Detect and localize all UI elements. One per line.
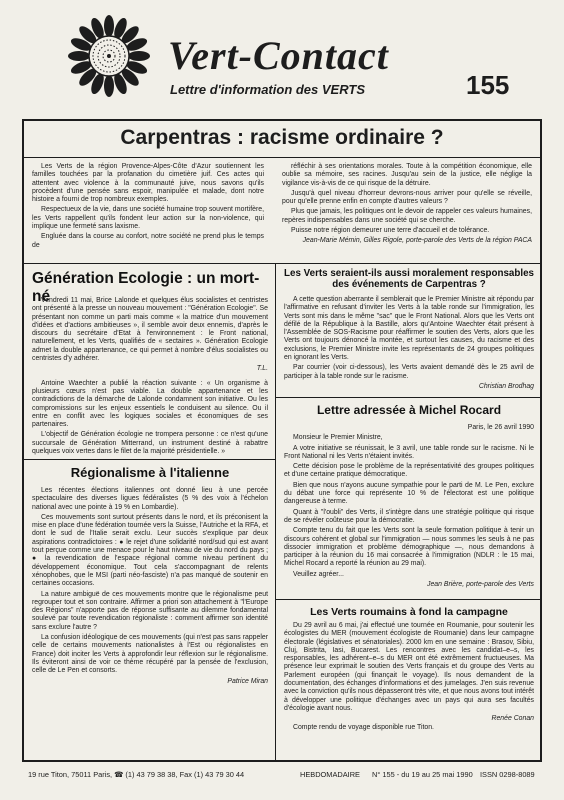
paragraph: Cette décision pose le problème de la représentativité des groupes politiques et d'une certaine pratique démocratique.: [284, 463, 534, 479]
divider: [22, 263, 542, 264]
paragraph: Compte tenu du fait que les Verts sont la seule formation politique à tenir un discours cohérent et global sur l'immigration — nous sommes les seuls à ne pas dissocier immigration et problème démographique —, nous demandons à participer à la réunion du 16 mai consacrée à l'immigration (NDLR : le 15 mai, Michel Rocard a reporté la réunion au 29 mai).: [284, 527, 534, 568]
masthead-title: Vert-Contact: [168, 33, 389, 78]
paragraph: Respectueux de la vie, dans une société humaine trop souvent mortifère, les Verts rappellent qu'ils fondent leur action sur la non-violence, qui implique une fermeté sans laxisme.: [32, 206, 264, 231]
divider: [22, 157, 542, 158]
verts-roumains-title: Les Verts roumains à fond la campagne: [310, 606, 508, 618]
divider: [275, 599, 542, 600]
footer-frequency: HEBDOMADAIRE: [300, 770, 360, 779]
paragraph: Compte rendu de voyage disponible rue Titon.: [293, 723, 434, 731]
signature: Christian Brodhag: [478, 382, 534, 390]
article-verts-roumains: [284, 622, 534, 759]
regionalisme-title: Régionalisme à l'italienne: [70, 465, 230, 480]
paragraph: Puisse notre région demeurer une terre d'accueil et de tolérance.: [291, 227, 490, 235]
paragraph: Les récentes élections italiennes ont donné lieu à une percée spectaculaire des diverses ligues fédéralistes (5 % des voix à l'échelon national avec une pointe à 19 % en Lombardie).: [32, 487, 268, 511]
paragraph: Quant à "l'oubli" des Verts, il s'intègre dans une stratégie politique qui risque de se révéler coûteuse pour la démocratie.: [284, 508, 534, 524]
paragraph: La confusion idéologique de ces mouvements (qui n'est pas sans rappeler celle de certains mouvements nationalistes à l'Est ou régionalistes en France) doit inciter les Verts à approfondir leur réflexion sur le régionalisme. Ils éviteront ainsi de voir ce thème récupéré par la pensée de l'exclusion, celle de Le Pen et consorts.: [32, 634, 268, 675]
column-divider: [275, 263, 276, 762]
article-responsables: [284, 296, 534, 394]
paragraph: réfléchir à ses orientations morales. Toute à la compétition économique, elle oublie sa mémoire, ses racines. Jusqu'au sein de la justice, elle néglige la vigilance vis-à-vis de ce qui risque de la détruire.: [282, 163, 532, 187]
issue-number: 155: [466, 70, 510, 100]
signature: Jean-Marie Mémin, Gilles Rigole, porte-parole des Verts de la région PACA: [302, 237, 532, 245]
paragraph: Plus que jamais, les politiques ont le devoir de rappeler ces valeurs humaines, repères indispensables dans une société qui se cherche.: [282, 208, 532, 224]
lettre-rocard-title: Lettre adressée à Michel Rocard: [316, 403, 502, 417]
article-carpentras-right: [282, 163, 532, 261]
letter-salutation: Monsieur le Premier Ministre,: [293, 434, 383, 442]
letter-date: Paris, le 26 avril 1990: [467, 424, 534, 431]
paragraph: Bien que nous n'ayons aucune sympathie pour le parti de M. Le Pen, exclure du débat une force qui représente 10 % de l'électorat est une politique dangereuse à terme.: [284, 481, 534, 506]
signature: T.L.: [256, 365, 268, 373]
paragraph: Vendredi 11 mai, Brice Lalonde et quelques élus socialistes et centristes ont présenté à la presse un nouveau mouvement : "Génération Ecologie". Se présentant non comme un parti mais comme « la matrice d'un mouvement d'idées et d'actions ambitieuses », il semble avoir deux ennemis, d'après le discours du secrétaire d'Etat à l'environnement : le Front national, naturellement, et les Verts, qualifiés de « sectaires ». Génération Ecologie admet la double appartenance, ce qui permet à nombre d'élus socialistes ou centristes d'y adhérer.: [32, 297, 268, 363]
paragraph: La nature ambiguë de ces mouvements montre que le régionalisme peut regrouper tout et son contraire. Affirmer a priori son attachement à "l'Europe des Régions" n'apporte pas de réponse suffisante au dilemme fondamental soulevé par toute revendication régionaliste : comment affirmer son identité sans exclure l'autre ?: [32, 590, 268, 631]
article-generation-ecologie: [32, 297, 268, 455]
paragraph: Du 29 avril au 6 mai, j'ai effectué une tournée en Roumanie, pour soutenir les écologistes du MER (mouvement écologiste de Roumanie) dans leur campagne électorale (législatives et sénatoriales). 2000 km en une semaine : Brasov, Sibiu, Cluj, Bistrita, Iasi, Bucarest. Les rencontres avec les candidat–e–s, les responsables, les adhérent–e–s du MER ont été extrêmement fructueuses. Ma présence leur exprimait le soutien des Verts français et du groupe des Verts au Parlement européen (qui finançait le voyage). Ils nous demandent de la documentation, des échanges d'informations et des jumelages. J'en suis revenue avec la conviction qu'ils nous dépasseront très vite, et que nous avons tout intérêt à développer une politique d'échanges avec un pays qui aura ses facultés d'écologie avant nous.: [284, 622, 534, 712]
footer-address: 19 rue Titon, 75011 Paris, ☎ (1) 43 79 38 38, Fax (1) 43 79 30 44: [28, 770, 245, 779]
signature: Renée Conan: [491, 715, 534, 723]
footer-issue-dates: N° 155 - du 19 au 25 mai 1990: [372, 770, 473, 779]
page-headline: Carpentras : racisme ordinaire ?: [120, 126, 444, 149]
sunflower-logo-icon: [60, 14, 158, 98]
paragraph: Veuillez agréer...: [293, 570, 344, 578]
article-lettre-rocard: [284, 424, 534, 589]
signature: Jean Brière, porte-parole des Verts: [427, 581, 534, 589]
generation-ecologie-title: Génération Ecologie : un mort-né: [32, 270, 260, 305]
paragraph: L'objectif de Génération écologie ne trompera personne : ce n'est qu'une succursale de Génération Mitterrand, un instrument destiné à rabattre quelques voix vertes dans le filet de la majorité présidentielle. »: [32, 431, 268, 456]
paragraph: A votre initiative se réunissait, le 3 avril, une table ronde sur le racisme. Ni le Front National ni les Verts n'étaient invités.: [284, 444, 534, 460]
article-regionalisme: [32, 487, 268, 759]
responsables-title: Les Verts seraient-ils aussi moralement responsables des événements de Carpentras ?: [284, 268, 534, 291]
paragraph: Antoine Waechter a publié la réaction suivante : « Un organisme à plusieurs cœurs n'est pas viable. La double appartenance et les contradictions de la démarche de Lalonde condamnent son initiative. Ou les compromissions sur les enjeux essentiels le conduisent au silence. Ou il entre en conflit avec les logiques sociales et économiques de ses partenaires.: [32, 379, 268, 429]
paragraph: Jusqu'à quel niveau d'horreur devrons-nous arriver pour qu'elle se réveille, pour qu'elle prenne enfin en compte d'autres valeurs ?: [282, 189, 532, 206]
paragraph: Engluée dans la course au confort, notre société ne prend plus le temps de: [32, 233, 264, 249]
divider: [22, 459, 275, 460]
signature: Patrice Miran: [227, 677, 268, 685]
masthead-subtitle: Lettre d'information des VERTS: [170, 82, 365, 97]
footer-issn: ISSN 0298-8089: [480, 770, 535, 779]
divider: [275, 397, 542, 398]
paragraph: A cette question aberrante il semblerait que le Premier Ministre ait répondu par l'affirmative en refusant d'inviter les Verts à la table ronde sur l'immigration, les Verts sont mis dans le même "sac" que le Front National. Alors que les Verts ont défilé de la République à la Bastille, alors qu'Antoine Waechter était présent à l'Assemblée de SOS-Racisme pour réaffirmer le soutien des Verts, alors que les Verts ont toujours dénoncé la montée, et surtout les causes, du racisme et des exclusions, le Premier Ministre invite les représentants de 24 groupes politiques en ignorant les Verts.: [284, 296, 534, 362]
paragraph: Les Verts de la région Provence-Alpes-Côte d'Azur soutiennent les familles touchées par la profanation du cimetière juif. Ces actes qui attentent avec violence à la communauté juive, nous savons qu'ils procèdent d'une pensée sans espoir, manipulée et malade, dont notre histoire a fourni de trop nombreux exemples.: [32, 163, 264, 204]
article-carpentras-left: [32, 163, 264, 255]
paragraph: Ces mouvements sont surtout présents dans le nord, et ils préconisent la mise en place d'une fédération tournée vers la Suisse, l'Autriche et la RFA, et dont le sud de l'Italie serait exclu. Leur succès s'explique par deux aspirations contradictoires : ● le rejet d'une solidarité nord/sud qui est avant tout perçue comme une menace pour le haut niveau de vie du nord du pays ; ● la revendication de l'espace régional comme niveau pertinent du développement économique. Tout cela s'accompagnant de relents xénophobes, que le MSI (parti néo-fasciste) n'a pas manqué de soutenir en certaines occasions.: [32, 513, 268, 588]
paragraph: Par courrier (voir ci-dessous), les Verts avaient demandé dès le 25 avril de participer à la table ronde sur le racisme.: [284, 364, 534, 380]
